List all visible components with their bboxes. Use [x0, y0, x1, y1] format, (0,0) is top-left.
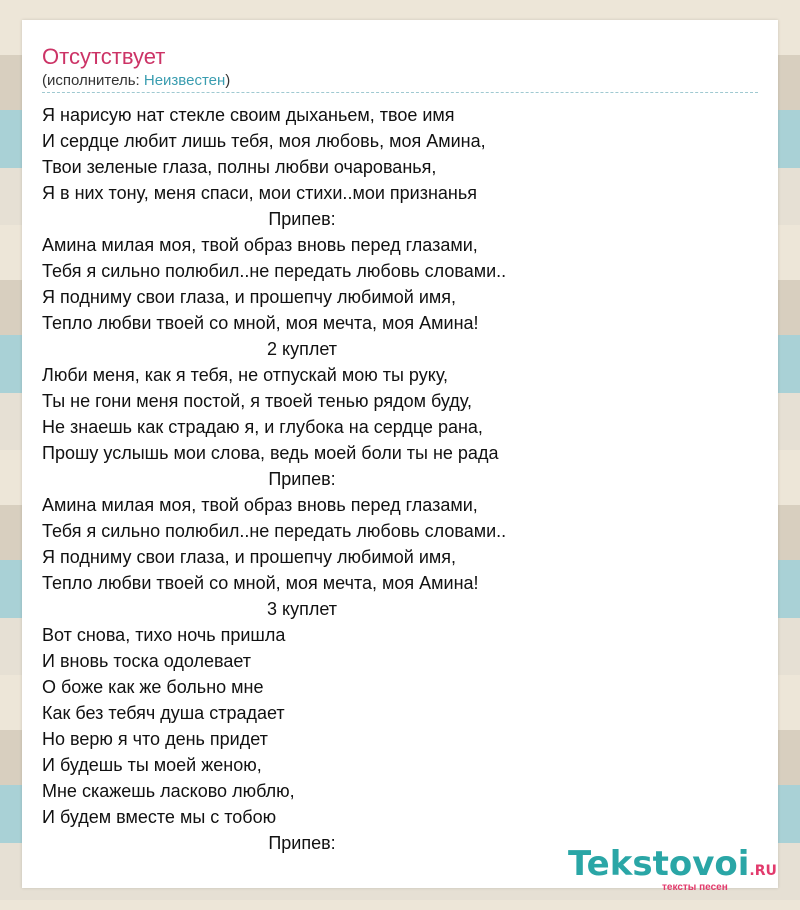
lyrics-line: О боже как же больно мне: [42, 677, 264, 697]
lyrics-line: Я подниму свои глаза, и прошепчу любимой имя,: [42, 287, 456, 307]
logo-tagline: тексты песен: [662, 882, 728, 893]
lyrics-line: Я в них тону, меня спаси, мои стихи..мои признанья: [42, 183, 477, 203]
lyrics-line: Не знаешь как страдаю я, и глубока на сердце рана,: [42, 417, 483, 437]
lyrics-section-heading: 3 куплет: [267, 599, 337, 619]
logo-tld: .RU: [749, 863, 777, 879]
lyrics-line: И вновь тоска одолевает: [42, 651, 252, 671]
lyrics-line: Твои зеленые глаза, полны любви очарованья,: [42, 157, 437, 177]
lyrics-line: И будешь ты моей женою,: [42, 755, 262, 775]
lyrics-line: Как без тебяч душа страдает: [42, 703, 285, 723]
logo-name: Tekstovoi: [568, 844, 750, 884]
artist-link[interactable]: Неизвестен: [143, 72, 226, 89]
lyrics-text: [42, 102, 562, 856]
lyrics-line: И будем вместе мы с тобою: [42, 807, 277, 827]
lyrics-line: Тебя я сильно полюбил..не передать любовь словами..: [42, 521, 507, 541]
lyrics-section-heading: Припев:: [268, 469, 336, 489]
lyrics-line: Я подниму свои глаза, и прошепчу любимой имя,: [42, 547, 456, 567]
lyrics-line: Ты не гони меня постой, я твоей тенью рядом буду,: [42, 391, 472, 411]
lyrics-line: И сердце любит лишь тебя, моя любовь, моя Амина,: [42, 131, 486, 151]
artist-prefix: (исполнитель:: [42, 72, 144, 89]
dashed-divider: [42, 92, 758, 93]
lyrics-line: Амина милая моя, твой образ вновь перед глазами,: [42, 495, 478, 515]
lyrics-line: Тепло любви твоей со мной, моя мечта, моя Амина!: [42, 573, 479, 593]
lyrics-line: Прошу услышь мои слова, ведь моей боли ты не рада: [42, 443, 499, 463]
lyrics-line: Мне скажешь ласково люблю,: [42, 781, 295, 801]
lyrics-line: Тепло любви твоей со мной, моя мечта, моя Амина!: [42, 313, 479, 333]
site-logo[interactable]: [568, 844, 777, 893]
artist-suffix: ): [225, 72, 231, 89]
song-title: Отсутствует: [42, 44, 166, 69]
lyrics-section-heading: 2 куплет: [267, 339, 337, 359]
lyrics-line: Люби меня, как я тебя, не отпускай мою ты руку,: [42, 365, 449, 385]
lyrics-line: Тебя я сильно полюбил..не передать любовь словами..: [42, 261, 507, 281]
lyrics-section-heading: Припев:: [268, 833, 336, 853]
lyrics-line: Вот снова, тихо ночь пришла: [42, 625, 286, 645]
lyrics-card: [22, 20, 778, 893]
artist-line: [42, 72, 230, 89]
lyrics-section-heading: Припев:: [268, 209, 336, 229]
lyrics-line: Но верю я что день придет: [42, 729, 268, 749]
lyrics-line: Я нарисую нат стекле своим дыханьем, твое имя: [42, 105, 455, 125]
lyrics-line: Амина милая моя, твой образ вновь перед глазами,: [42, 235, 478, 255]
